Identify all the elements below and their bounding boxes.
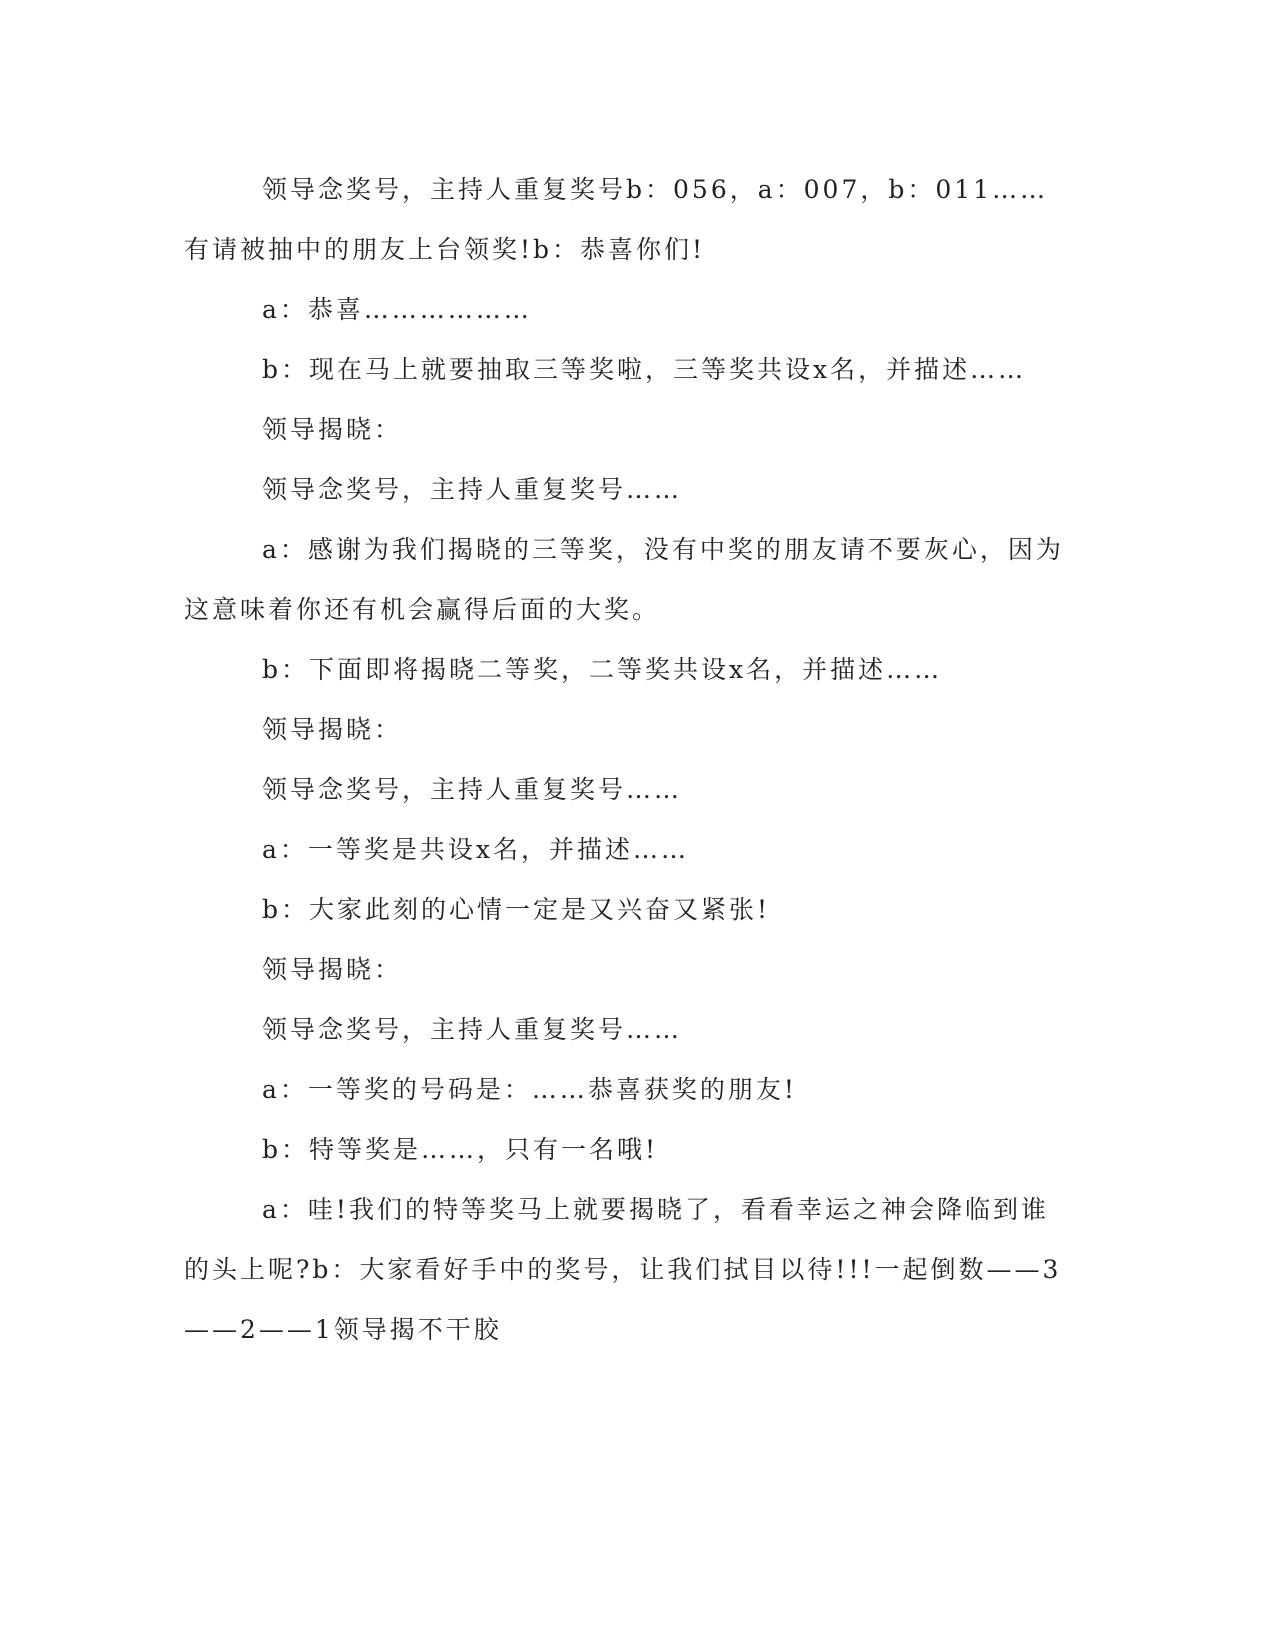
paragraph-6: a：感谢为我们揭晓的三等奖，没有中奖的朋友请不要灰心，因为这意味着你还有机会赢得后面的大奖。 (184, 535, 1064, 624)
paragraph-15: b：特等奖是……，只有一名哦! (262, 1135, 659, 1164)
paragraph-4: 领导揭晓： (262, 415, 403, 444)
paragraph-2: a：恭喜……………… (262, 295, 532, 324)
paragraph-9: 领导念奖号，主持人重复奖号…… (262, 775, 683, 804)
paragraph-12: 领导揭晓： (262, 955, 403, 984)
paragraph-11: b：大家此刻的心情一定是又兴奋又紧张! (262, 895, 771, 924)
paragraph-16: a：哇!我们的特等奖马上就要揭晓了，看看幸运之神会降临到谁的头上呢?b：大家看好手中的奖号，让我们拭目以待!!!一起倒数——3——2——1领导揭不干胶 (184, 1195, 1062, 1344)
paragraph-8: 领导揭晓： (262, 715, 403, 744)
paragraph-1: 领导念奖号，主持人重复奖号b：056，a：007，b：011……有请被抽中的朋友上台领奖!b：恭喜你们! (184, 175, 1049, 264)
paragraph-3: b：现在马上就要抽取三等奖啦，三等奖共设x名，并描述…… (262, 355, 1027, 384)
document-body (184, 160, 1064, 1360)
paragraph-14: a：一等奖的号码是：……恭喜获奖的朋友! (262, 1075, 797, 1104)
paragraph-5: 领导念奖号，主持人重复奖号…… (262, 475, 683, 504)
paragraph-10: a：一等奖是共设x名，并描述…… (262, 835, 690, 864)
paragraph-13: 领导念奖号，主持人重复奖号…… (262, 1015, 683, 1044)
paragraph-7: b：下面即将揭晓二等奖，二等奖共设x名，并描述…… (262, 655, 943, 684)
